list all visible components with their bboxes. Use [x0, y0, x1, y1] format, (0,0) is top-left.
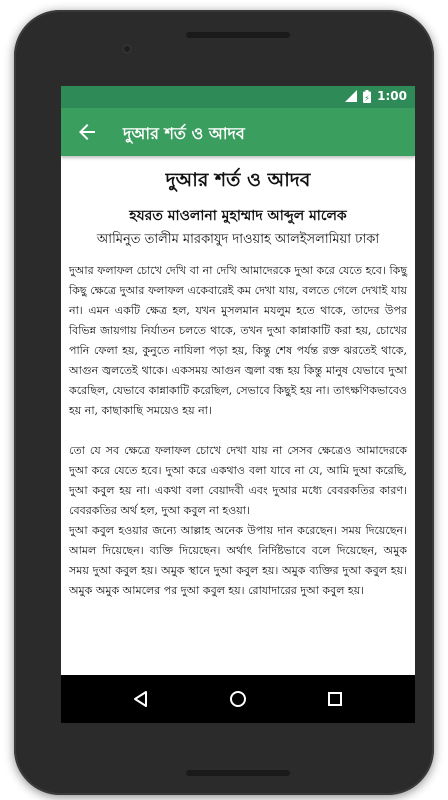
- article-paragraph-1: দুআর ফলাফল চোখে দেখি বা না দেখি আমাদেরকে দুআ করে যেতে হবে। কিছু কিছু ক্ষেত্রে দুআর ফলাফল একেবারেই কম দেখা যায়, বলতে গেলে দেখাই যায় না। এমন একটি ক্ষেত্র হল, যখন মুসলমান মযলুম হতে থাকে, তাদের উপর বিভিন্ন জায়গায় নির্যাতন চলতে থাকে, তখন দুআ কান্নাকাটি করা হয়, চোখের পানি ফেলা হয়, কুনুতে নাযিলা পড়া হয়, কিন্তু শেষ পর্যন্ত রক্ত ঝরতেই থাকে, আগুন জ্বলতেই থাকে। একসময় আগুন জ্বলা বন্ধ হয় কিন্তু মানুষ যেভাবে দুআ করেছিল, যেভাবে কান্নাকাটি করেছিল, সেভাবে কিছুই হয় না। তাৎক্ষণিকভাবেও হয় না, কাছাকাছি সময়েও হয় না।: [69, 264, 407, 417]
- app-bar-title: দুআর শর্ত ও আদব: [123, 124, 245, 143]
- phone-frame: [14, 10, 434, 795]
- signal-icon: [345, 90, 357, 102]
- article-author: হযরত মাওলানা মুহাম্মাদ আব্দুল মালেক: [129, 208, 347, 224]
- earpiece-speaker: [186, 32, 290, 38]
- navigation-bar: [61, 675, 415, 723]
- status-bar: [61, 86, 415, 108]
- status-icons: [345, 89, 407, 103]
- front-camera: [122, 44, 132, 54]
- back-triangle-icon[interactable]: [129, 687, 153, 711]
- status-time: 1:00: [377, 89, 407, 103]
- article-paragraph-2: তো যে সব ক্ষেত্রে ফলাফল চোখে দেখা যায় না সেসব ক্ষেত্রেও আমাদেরকে দুআ করে যেতে হবে। দুআ করে একথাও বলা যাবে না যে, আমি দুআ করেছি, দুআ কবুল হয় না। একথা বলা বেয়াদবী এবং দুআর মধ্যে বেবরকতির কারণ। বেবরকতির অর্থ হল, দুআ কবুল না হওয়া।: [69, 444, 407, 517]
- article-title: দুআর শর্ত ও আদব: [165, 169, 311, 191]
- article-content[interactable]: [61, 156, 415, 675]
- battery-icon: [363, 90, 371, 103]
- app-bar: [61, 108, 415, 156]
- article-paragraph-3: দুআ কবুল হওয়ার জন্যে আল্লাহ অনেক উপায় দান করেছেন। সময় দিয়েছেন। আমল দিয়েছেন। ব্যক্তি দিয়েছেন। অর্থাৎ নির্দিষ্টভাবে বলে দিয়েছেন, অমুক সময় দুআ কবুল হয়। অমুক স্থানে দুআ কবুল হয়। অমুক ব্যক্তির দুআ কবুল হয়। অমুক অমুক আমলের পর দুআ কবুল হয়। রোযাদারের দুআ কবুল হয়।: [69, 524, 407, 597]
- article-affiliation: আমিনুত তালীম মারকাযুদ দাওয়াহ আলইসলামিয়া ঢাকা: [96, 232, 380, 247]
- back-arrow-icon[interactable]: [75, 120, 99, 144]
- screen: [61, 86, 415, 723]
- recents-square-icon[interactable]: [323, 687, 347, 711]
- home-circle-icon[interactable]: [226, 687, 250, 711]
- bottom-speaker: [186, 770, 290, 776]
- svg-text:⚡: ⚡: [364, 93, 370, 103]
